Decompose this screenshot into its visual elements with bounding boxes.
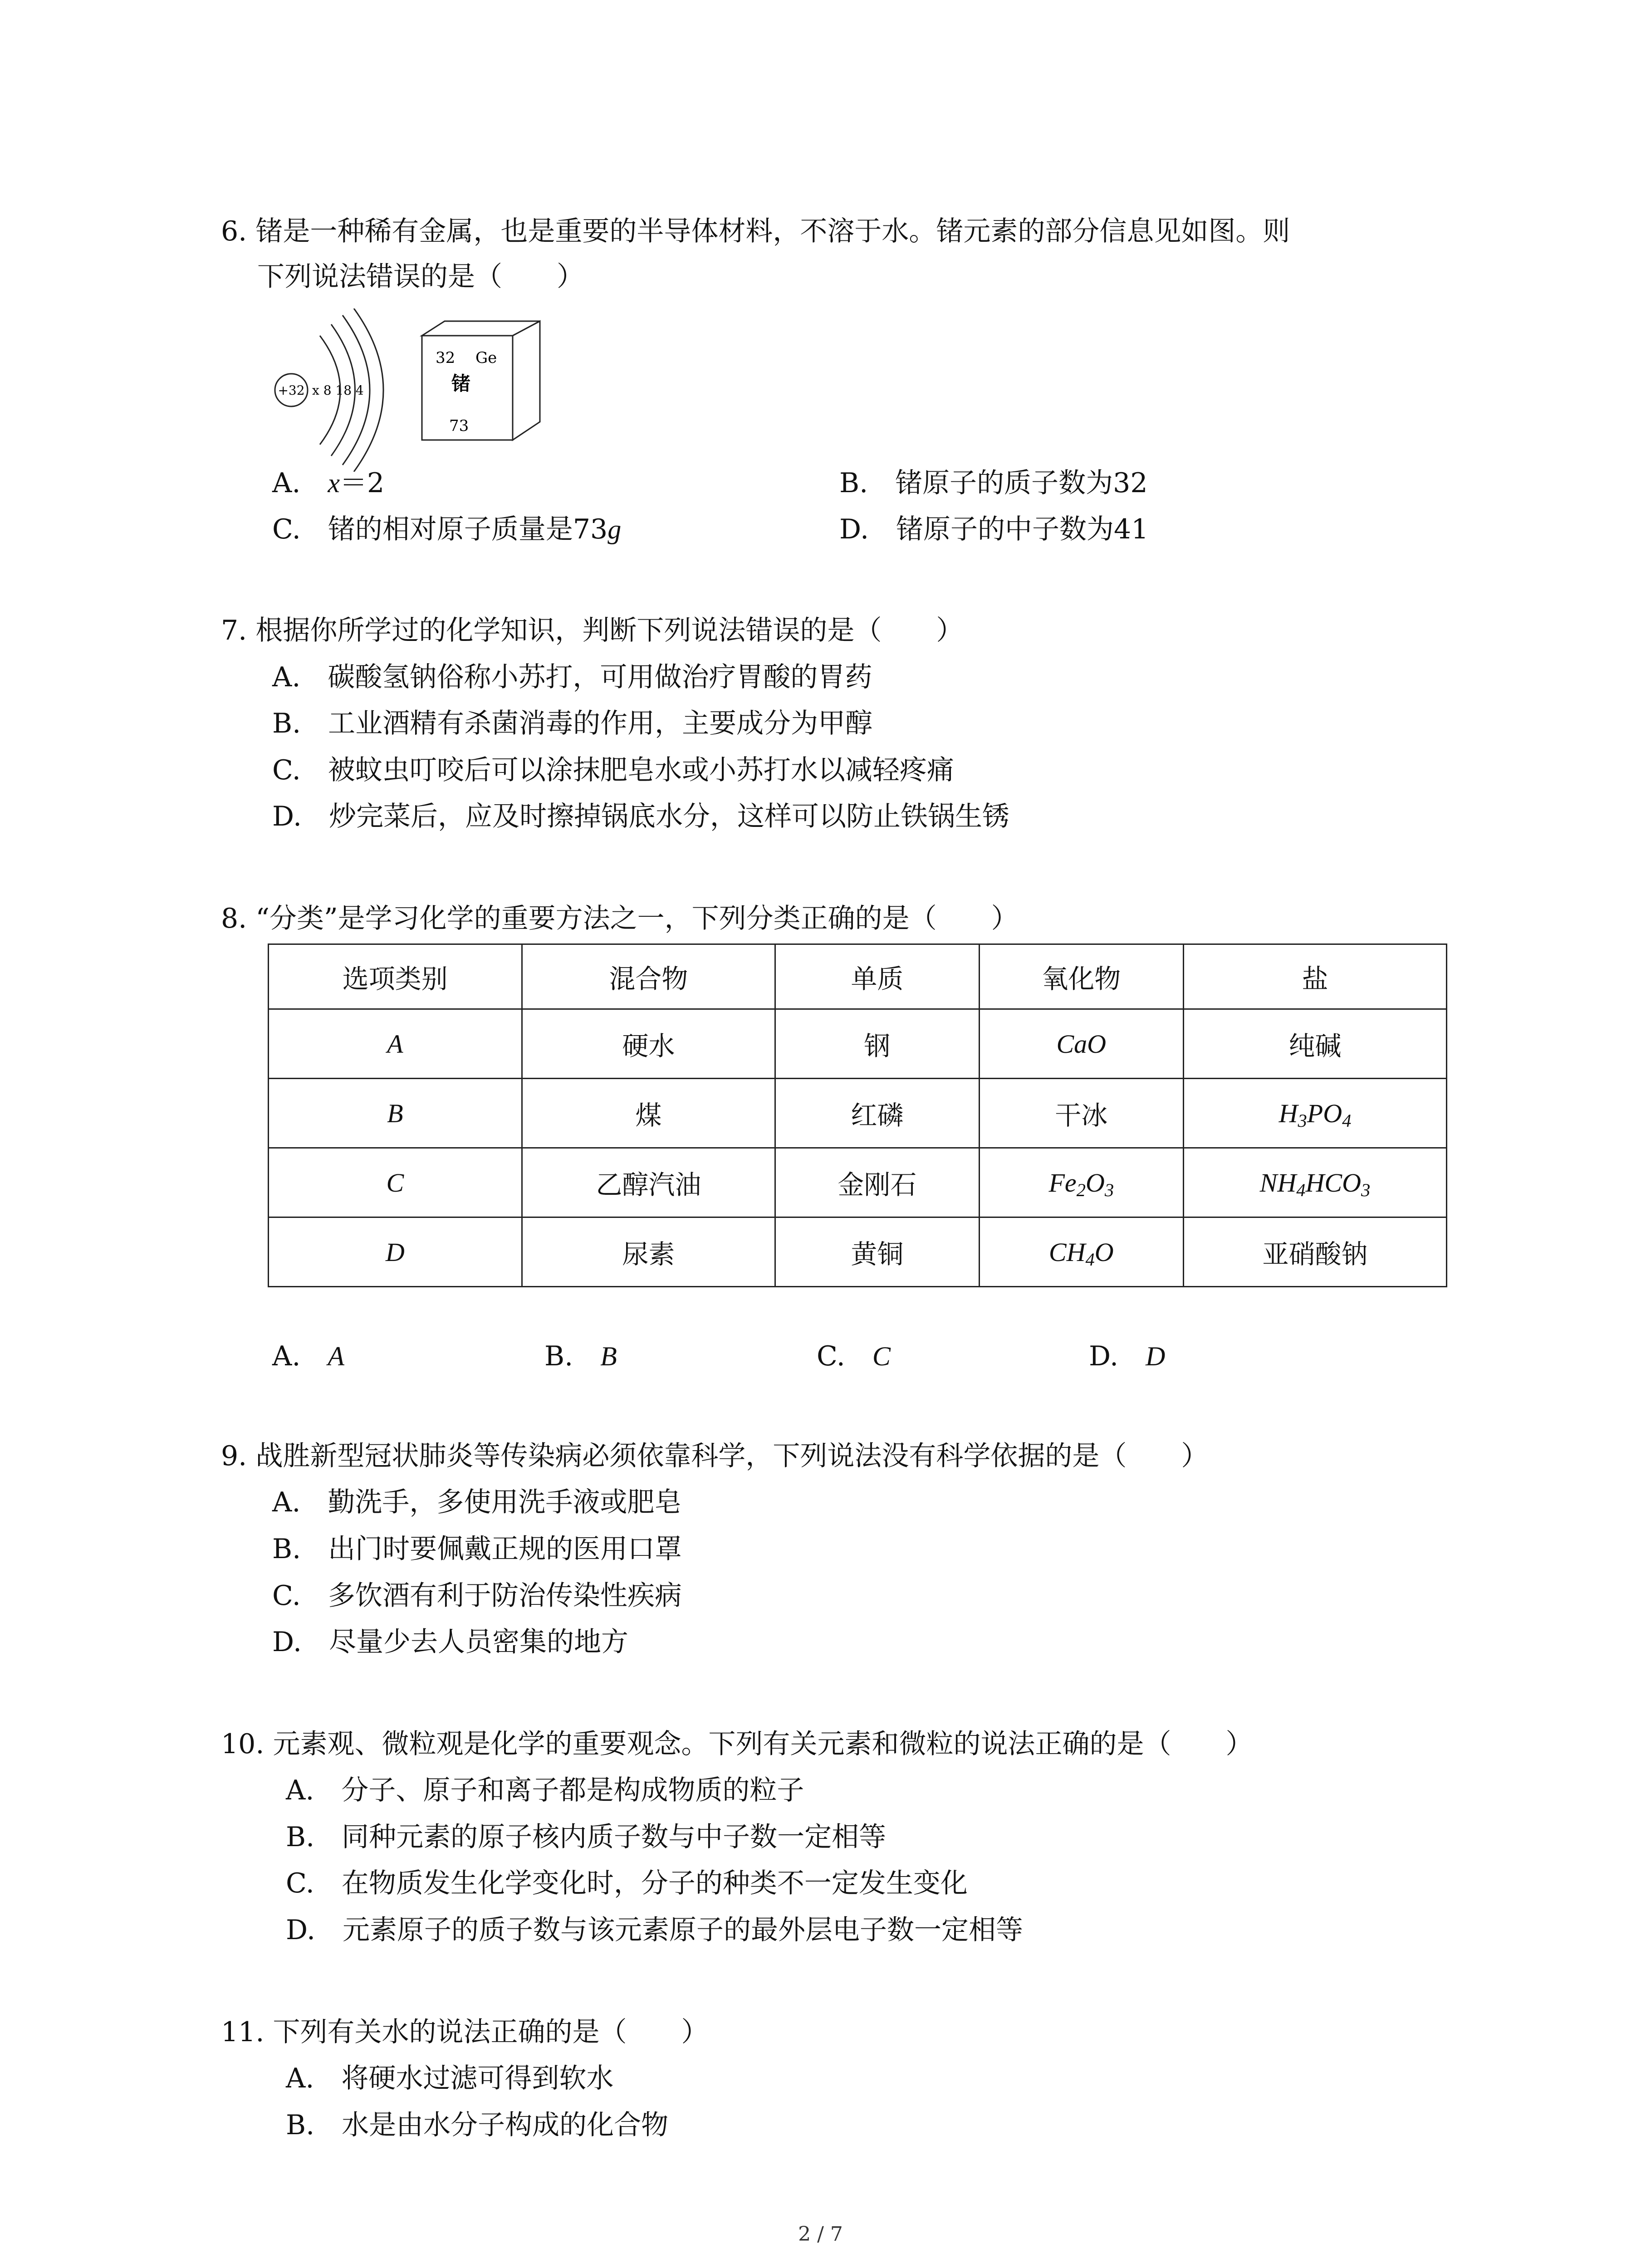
- q8-option-b-value: B: [600, 1341, 617, 1371]
- table-cell: 硬水: [522, 1009, 775, 1079]
- q8-option-d[interactable]: [1089, 1334, 1165, 1379]
- table-cell: 乙醇汽油: [522, 1148, 775, 1217]
- q9-option-c[interactable]: C. 多饮酒有利于防治传染性疾病: [272, 1580, 682, 1612]
- page-number: 2 / 7: [798, 2223, 843, 2246]
- q8-option-c-value: C: [872, 1341, 891, 1371]
- q10-option-b[interactable]: B. 同种元素的原子核内质子数与中子数一定相等: [286, 1821, 887, 1853]
- q6-option-c[interactable]: [272, 507, 621, 552]
- table-cell: 黄铜: [775, 1217, 980, 1287]
- q11-option-b[interactable]: B. 水是由水分子构成的化合物: [286, 2109, 669, 2141]
- q8-option-d-prefix: D.: [1089, 1340, 1119, 1372]
- q8-option-d-value: D: [1146, 1341, 1166, 1371]
- table-cell: 钢: [775, 1009, 980, 1079]
- q9-stem: 9. 战胜新型冠状肺炎等传染病必须依靠科学，下列说法没有科学依据的是（ ）: [221, 1440, 1209, 1472]
- q8-option-c[interactable]: [817, 1334, 891, 1379]
- q6-option-a[interactable]: [272, 460, 384, 506]
- table-cell: 纯碱: [1183, 1009, 1446, 1079]
- q6-option-d[interactable]: D. 锗原子的中子数为41: [839, 513, 1149, 545]
- table-cell: 亚硝酸钠: [1183, 1217, 1446, 1287]
- q9-option-a[interactable]: A. 勤洗手，多使用洗手液或肥皂: [272, 1486, 682, 1518]
- table-row: [269, 1079, 1447, 1148]
- electron-shells-label: x 8 18 4: [312, 383, 364, 398]
- table-header-cell: 盐: [1183, 944, 1446, 1009]
- table-cell: CaO: [979, 1009, 1183, 1079]
- q8-option-b[interactable]: [544, 1334, 617, 1379]
- table-cell: 红磷: [775, 1079, 980, 1148]
- q6-option-a-rest: ＝2: [340, 467, 385, 499]
- table-header-cell: 氧化物: [979, 944, 1183, 1009]
- germanium-atom-structure-diagram: [263, 308, 408, 472]
- q8-option-b-prefix: B.: [544, 1340, 573, 1372]
- q7-option-a[interactable]: A. 碳酸氢钠俗称小苏打，可用做治疗胃酸的胃药: [272, 661, 872, 693]
- q6-option-a-prefix: A.: [272, 467, 301, 499]
- table-row-label: B: [269, 1079, 522, 1148]
- table-row: [269, 1009, 1447, 1079]
- table-cell: 煤: [522, 1079, 775, 1148]
- q7-option-b[interactable]: B. 工业酒精有杀菌消毒的作用，主要成分为甲醇: [272, 708, 873, 739]
- atomic-number: 32: [436, 349, 456, 367]
- q11-option-a[interactable]: A. 将硬水过滤可得到软水: [286, 2063, 614, 2094]
- q6-option-c-prefix: C. 锗的相对原子质量是73: [272, 513, 608, 545]
- q10-stem: 10. 元素观、微粒观是化学的重要观念。下列有关元素和微粒的说法正确的是（ ）: [221, 1728, 1253, 1760]
- table-header-cell: 选项类别: [269, 944, 522, 1009]
- table-cell: $NH_4HCO_3$: [1183, 1148, 1446, 1217]
- q10-option-a[interactable]: A. 分子、原子和离子都是构成物质的粒子: [286, 1774, 804, 1806]
- table-row-label: A: [269, 1009, 522, 1079]
- q7-option-c[interactable]: C. 被蚊虫叮咬后可以涂抹肥皂水或小苏打水以减轻疼痛: [272, 754, 954, 786]
- q6-option-c-unit: g: [607, 514, 622, 544]
- table-header-cell: 单质: [775, 944, 980, 1009]
- q8-option-c-prefix: C.: [817, 1340, 845, 1372]
- germanium-element-cell: [417, 318, 549, 445]
- q8-option-a-value: A: [328, 1341, 345, 1371]
- cell-side-face: [513, 321, 540, 440]
- element-name: 锗: [451, 372, 471, 395]
- table-row-label: D: [269, 1217, 522, 1287]
- table-cell: $Fe_2O_3$: [979, 1148, 1183, 1217]
- q7-option-d[interactable]: D. 炒完菜后，应及时擦掉锅底水分，这样可以防止铁锅生锈: [272, 801, 1010, 832]
- table-row: [269, 1217, 1447, 1287]
- q10-option-c[interactable]: C. 在物质发生化学变化时，分子的种类不一定发生变化: [286, 1867, 968, 1899]
- table-header-cell: 混合物: [522, 944, 775, 1009]
- q9-option-b[interactable]: B. 出门时要佩戴正规的医用口罩: [272, 1533, 682, 1565]
- q11-stem: 11. 下列有关水的说法正确的是（ ）: [221, 2016, 709, 2048]
- table-cell: $H_3PO_4$: [1183, 1079, 1446, 1148]
- element-symbol: Ge: [475, 349, 497, 367]
- table-row-label: C: [269, 1148, 522, 1217]
- nucleus-label: +32: [278, 383, 305, 398]
- q9-option-d[interactable]: D. 尽量少去人员密集的地方: [272, 1626, 629, 1658]
- q8-stem: 8. “分类”是学习化学的重要方法之一，下列分类正确的是（ ）: [221, 903, 1019, 934]
- q8-option-a[interactable]: [272, 1334, 344, 1379]
- q7-stem: 7. 根据你所学过的化学知识，判断下列说法错误的是（ ）: [221, 615, 964, 646]
- table-cell: 尿素: [522, 1217, 775, 1287]
- table-cell: 金刚石: [775, 1148, 980, 1217]
- q8-option-a-prefix: A.: [272, 1340, 301, 1372]
- atomic-mass: 73: [449, 417, 469, 435]
- classification-table: [268, 943, 1447, 1287]
- q6-option-a-var: x: [328, 468, 340, 498]
- q6-stem-line1: 6. 锗是一种稀有金属，也是重要的半导体材料，不溶于水。锗元素的部分信息见如图。则: [221, 215, 1290, 247]
- table-cell: $CH_4O$: [979, 1217, 1183, 1287]
- table-row: [269, 1148, 1447, 1217]
- table-cell: 干冰: [979, 1079, 1183, 1148]
- table-header-row: [269, 944, 1447, 1009]
- q6-stem-line2: 下列说法错误的是（ ）: [257, 261, 584, 293]
- q10-option-d[interactable]: D. 元素原子的质子数与该元素原子的最外层电子数一定相等: [286, 1914, 1024, 1946]
- q6-option-b[interactable]: B. 锗原子的质子数为32: [839, 467, 1148, 499]
